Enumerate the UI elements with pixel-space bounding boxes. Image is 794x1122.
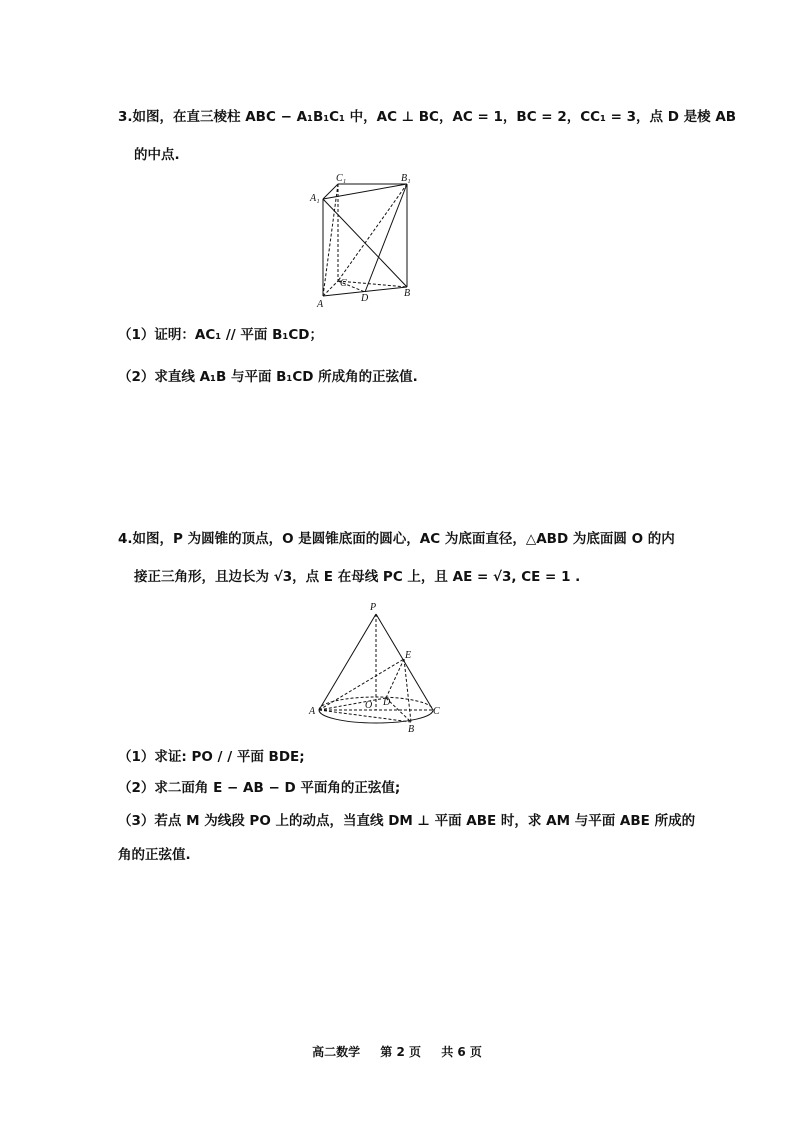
base-back-arc — [319, 697, 433, 710]
problem4-q1: （1）求证: PO / / 平面 BDE; — [118, 749, 305, 765]
label-C: C — [433, 706, 440, 717]
problem4-q3-line1: （3）若点 M 为线段 PO 上的动点，当直线 DM ⊥ 平面 ABE 时，求 AM 与平面 ABE 所成的 — [118, 813, 696, 829]
label-C1: C₁ — [336, 173, 347, 184]
label-B1: B₁ — [401, 173, 411, 184]
label-B: B — [404, 288, 411, 299]
label-E: E — [405, 650, 412, 661]
label-B: B — [408, 724, 415, 735]
cone-figure — [306, 598, 446, 738]
page-footer — [0, 1043, 794, 1060]
generatrix-PC — [376, 614, 433, 710]
segment-EB — [404, 659, 411, 722]
prism-figure — [306, 168, 426, 310]
generatrix-PA — [319, 614, 376, 710]
problem3-intro-line2: 的中点. — [134, 147, 180, 163]
footer-total: 共 6 页 — [441, 1045, 482, 1059]
footer-page: 第 2 页 — [380, 1045, 421, 1059]
label-D: D — [383, 697, 391, 708]
label-A: A — [309, 706, 316, 717]
label-A: A — [317, 299, 324, 310]
segment-B1D — [365, 184, 407, 292]
segment-AB — [319, 710, 411, 722]
footer-course: 高二数学 — [312, 1045, 361, 1059]
cone-diagram — [306, 598, 446, 738]
problem3-q1: （1）证明：AC₁ // 平面 B₁CD； — [118, 327, 323, 343]
label-A1: A₁ — [310, 193, 320, 204]
segment-B1C — [338, 184, 407, 281]
label-O: O — [365, 700, 373, 711]
problem3-intro-line1: 3.如图，在直三棱柱 ABC − A₁B₁C₁ 中，AC ⊥ BC，AC = 1，BC = 2，CC₁ = 3，点 D 是棱 AB — [118, 109, 737, 125]
label-P: P — [370, 602, 377, 613]
segment-ED — [386, 659, 404, 698]
prism-diagram — [306, 168, 426, 310]
label-C: C — [340, 278, 347, 289]
label-D: D — [361, 293, 369, 304]
problem4-intro-line2: 接正三角形，且边长为 √3，点 E 在母线 PC 上，且 AE = √3, CE = 1 . — [134, 569, 581, 585]
problem3-q2: （2）求直线 A₁B 与平面 B₁CD 所成角的正弦值. — [118, 369, 418, 385]
problem4-intro-line1: 4.如图，P 为圆锥的顶点，O 是圆锥底面的圆心，AC 为底面直径，△ABD 为底面圆 O 的内 — [118, 531, 675, 547]
problem4-q2: （2）求二面角 E − AB − D 平面角的正弦值; — [118, 780, 401, 796]
problem4-q3-line2: 角的正弦值. — [118, 847, 191, 863]
edge-AC — [323, 281, 338, 296]
edge-CB — [338, 281, 407, 287]
